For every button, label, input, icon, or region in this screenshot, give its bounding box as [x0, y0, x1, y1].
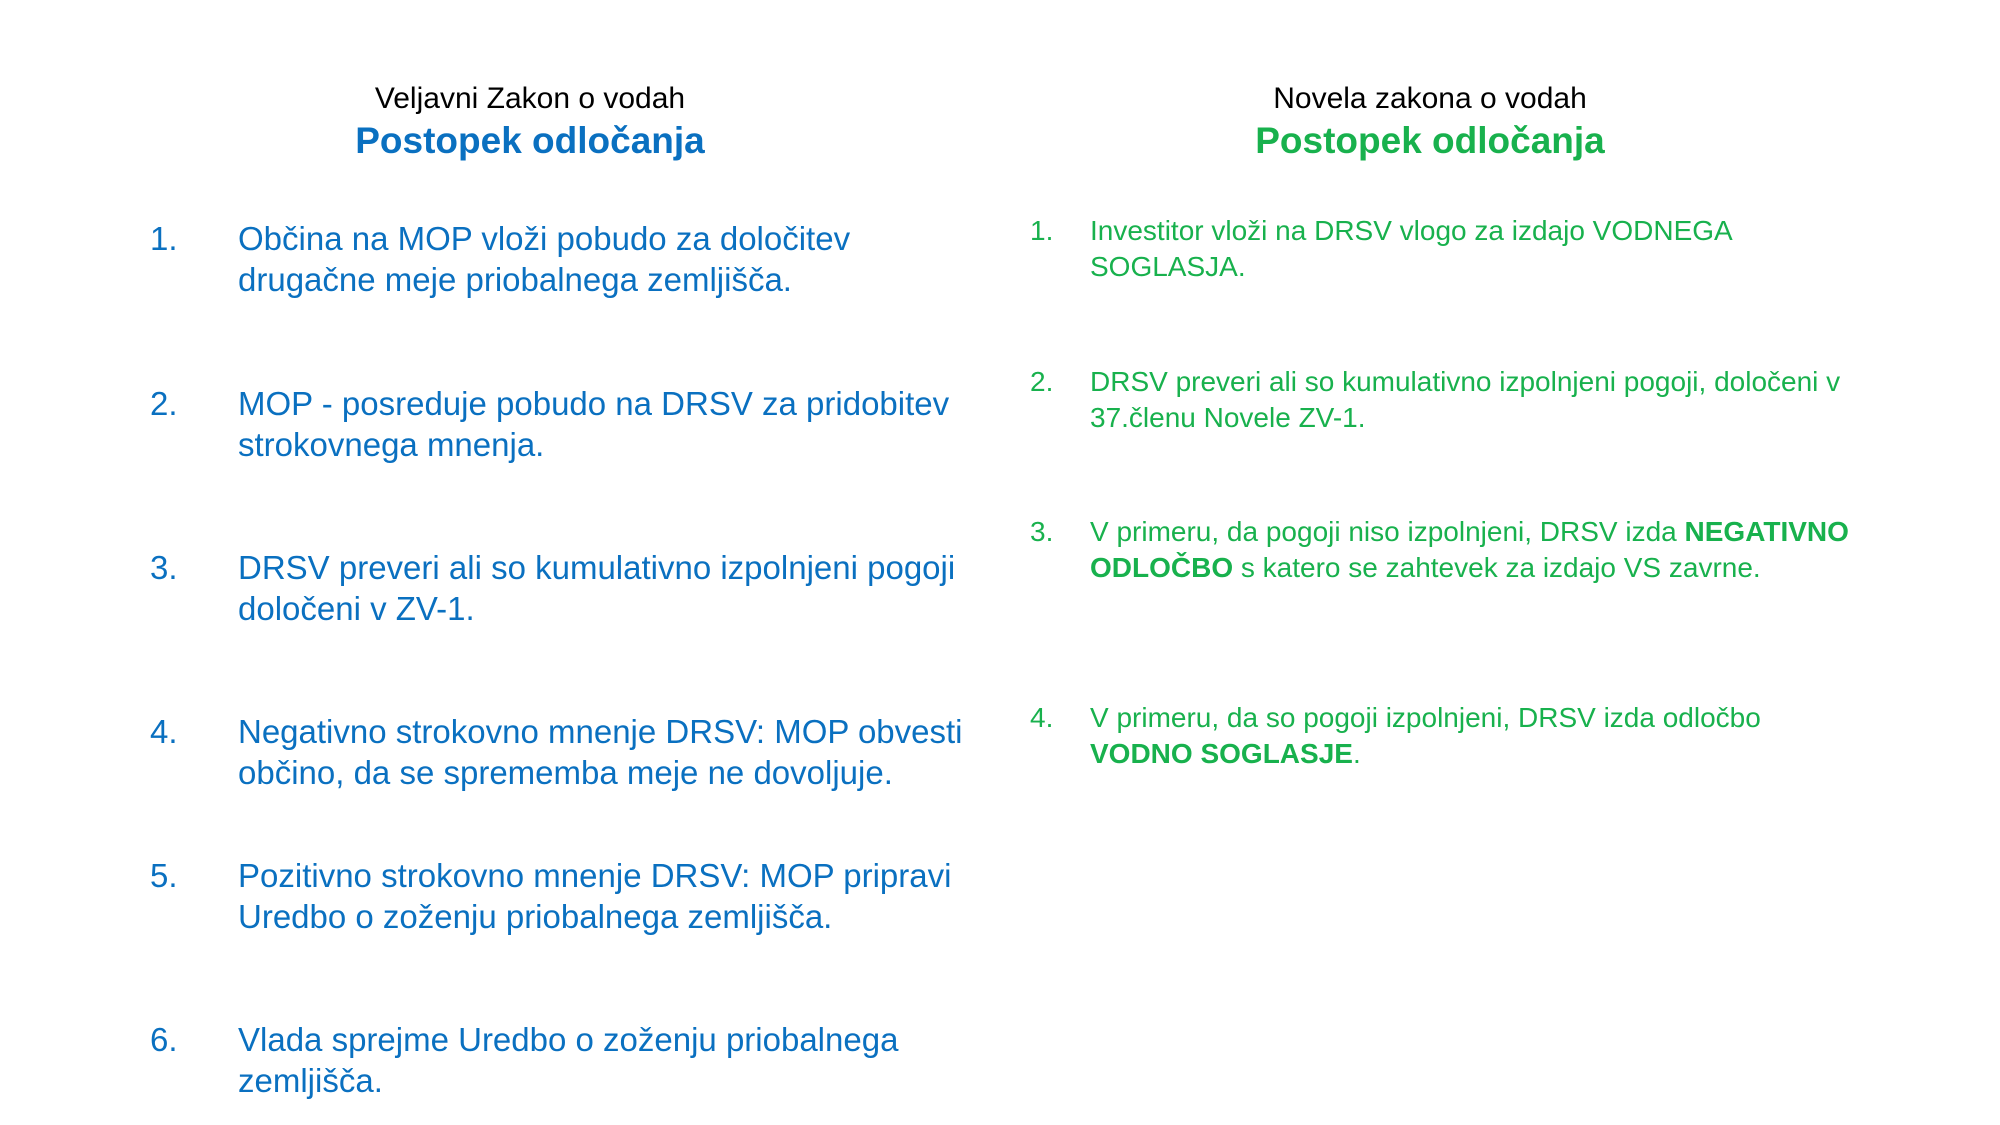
amendment-subtitle: Novela zakona o vodah	[1273, 82, 1587, 115]
step-text-emphasis: NEGATIVNO ODLOČBO	[1090, 516, 1849, 583]
amendment-step-3	[1030, 514, 1860, 586]
amendment-step-2	[1030, 364, 1860, 436]
step-text-start: V primeru, da pogoji niso izpolnjeni, DRSV izda	[1090, 516, 1685, 547]
step-number: 2.	[150, 385, 178, 422]
step-text	[1090, 514, 1860, 586]
step-number: 5.	[150, 857, 178, 894]
amendment-heading	[1030, 80, 1830, 164]
current-law-step-1	[150, 218, 980, 300]
current-law-title: Postopek odločanja	[355, 120, 705, 161]
step-number: 3.	[150, 549, 178, 586]
step-text: DRSV preveri ali so kumulativno izpolnjeni pogoji, določeni v 37.členu Novele ZV-1.	[1090, 366, 1841, 433]
step-number: 4.	[150, 713, 178, 750]
step-number: 1.	[150, 220, 178, 257]
step-text	[1090, 700, 1860, 772]
step-number: 4.	[1030, 702, 1054, 733]
step-text: Negativno strokovno mnenje DRSV: MOP obvesti občino, da se sprememba meje ne dovoljuje.	[238, 713, 963, 791]
step-text-end: .	[1352, 738, 1361, 769]
current-law-heading	[150, 80, 910, 164]
step-number: 1.	[1030, 215, 1054, 246]
amendment-step-4	[1030, 700, 1860, 772]
amendment-step-1	[1030, 213, 1860, 285]
step-text: Vlada sprejme Uredbo o zoženju priobalnega zemljišča.	[238, 1021, 899, 1099]
amendment-title: Postopek odločanja	[1255, 120, 1605, 161]
step-text: Občina na MOP vloži pobudo za določitev drugačne meje priobalnega zemljišča.	[238, 220, 851, 298]
step-text-start: V primeru, da so pogoji izpolnjeni, DRSV izda odločbo	[1090, 702, 1761, 733]
step-text: Pozitivno strokovno mnenje DRSV: MOP pripravi Uredbo o zoženju priobalnega zemljišča.	[238, 857, 952, 935]
current-law-step-5	[150, 855, 980, 937]
step-text-emphasis: VODNO SOGLASJE	[1090, 738, 1353, 769]
current-law-step-4	[150, 711, 980, 793]
current-law-step-2	[150, 383, 980, 465]
step-number: 3.	[1030, 516, 1054, 547]
step-number: 2.	[1030, 366, 1054, 397]
step-text: MOP - posreduje pobudo na DRSV za pridobitev strokovnega mnenja.	[238, 385, 950, 463]
current-law-step-6	[150, 1019, 980, 1101]
current-law-subtitle: Veljavni Zakon o vodah	[374, 82, 686, 115]
step-number: 6.	[150, 1021, 178, 1058]
step-text: DRSV preveri ali so kumulativno izpolnjeni pogoji določeni v ZV-1.	[238, 549, 956, 627]
step-text-end: s katero se zahtevek za izdajo VS zavrne.	[1233, 552, 1761, 583]
step-text: Investitor vloži na DRSV vlogo za izdajo VODNEGA SOGLASJA.	[1090, 215, 1732, 282]
current-law-step-3	[150, 547, 980, 629]
